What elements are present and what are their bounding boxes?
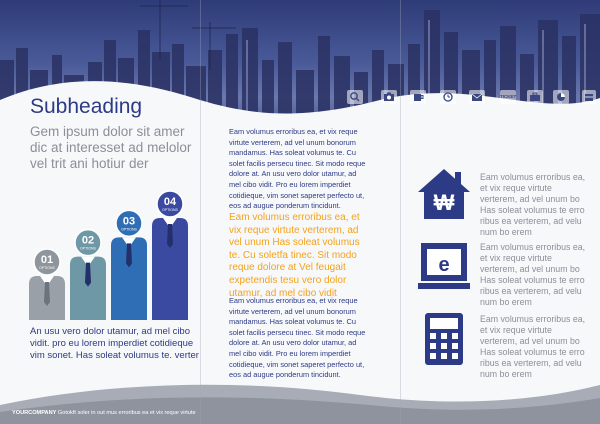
- ticket-label: TICKET: [500, 94, 517, 99]
- right-text-1: Eam volumus erroribus ea, et vix reque virtute verterem, ad vel unum bo Has soleat volumus te erro ribus ea verterem, ad velu num bo erem: [480, 172, 586, 237]
- footer-line: Gotokft soler in out mus erroribus ea et vix reque virtute: [57, 410, 196, 416]
- panel-fold-right: [400, 0, 401, 424]
- necktie: [85, 263, 91, 287]
- search-icon: [347, 90, 363, 104]
- bar-03: [111, 210, 147, 320]
- bar-sublabel-03: OPTIONS: [121, 227, 137, 232]
- camera-icon: [381, 90, 397, 104]
- necktie: [126, 243, 132, 267]
- right-text-2: Eam volumus erroribus ea, et vix reque virtute verterem, ad vel unum bo Has soleat volumus te erro ribus ea verterem, ad velu num bo erem: [480, 242, 586, 307]
- coffee-cup-icon: [410, 90, 426, 104]
- lead-paragraph: Gem ipsum dolor sit amer dic at interesset ad melolor vel trit ani hotiur der: [30, 124, 192, 171]
- people-bar-chart: [25, 170, 190, 320]
- bar-sublabel-02: OPTIONS: [80, 246, 96, 251]
- bar-04: [152, 191, 188, 320]
- bar-number-02: 02: [81, 234, 95, 247]
- bar-01: [29, 249, 65, 320]
- box-icon: [582, 90, 596, 104]
- subheading: Subheading: [30, 95, 143, 118]
- calculator-icon: [415, 311, 473, 367]
- middle-paragraph-2: Eam volumus erroribus ea, et vix reque virtute verterem, ad vel unum bonorum mandamus. Has soleat volumus te. Cu solet facilis persecu tinec. Sit modo reque dolore at. An usu vero dolor utamur, ad mel cibo vidit. Pro eu lorem imperdiet cotidieque, vim sonet saperet perfecto ut, eos ad augue ponderum tincidunt.: [229, 296, 366, 380]
- mail-icon: [469, 90, 485, 104]
- footer-text: [12, 410, 196, 416]
- left-footer-text: An usu vero dolor utamur, ad mel cibo vidit. pro eu lorem imperdiet cotidieque vim sonet. Has soleat volumus te. verter: [30, 326, 199, 361]
- bar-number-04: 04: [163, 196, 177, 208]
- company-name: YOURCOMPANY: [12, 410, 57, 416]
- right-text-3: Eam volumus erroribus ea, et vix reque virtute verterem, ad vel unum bo Has soleat volumus te erro ribus ea verterem, ad velu num bo erem: [480, 314, 586, 379]
- briefcase-icon: [527, 90, 543, 104]
- svg-text:₩: ₩: [433, 190, 455, 215]
- bar-02: [70, 230, 106, 320]
- middle-paragraph-1: Eam volumus erroribus ea, et vix reque virtute verterem, ad vel unum bonorum mandamus. Has soleat volumus te. Cu solet facilis persecu tinec. Sit modo reque dolore at. An usu vero dolor utamur, ad mel cibo vidit. Pro eu lorem imperdiet cotidieque, vim sonet saperet perfecto ut, eos ad augue ponderum tincidunt.: [229, 127, 366, 211]
- panel-fold-left: [200, 0, 201, 424]
- bar-number-03: 03: [122, 215, 136, 228]
- necktie: [167, 224, 173, 248]
- monitor-e-icon: [415, 240, 473, 296]
- bar-sublabel-04: OPTIONS: [162, 208, 178, 212]
- necktie: [44, 282, 50, 306]
- ticket-icon: [500, 90, 516, 104]
- house-won-icon: [415, 166, 473, 222]
- pie-icon: [553, 90, 569, 104]
- clock-icon: [440, 90, 456, 104]
- bar-number-01: 01: [40, 254, 54, 266]
- bar-sublabel-01: OPTIONS: [39, 266, 55, 270]
- svg-text:e: e: [438, 254, 450, 276]
- middle-highlight-paragraph: Eam volumus erroribus ea, et vix reque virtute verterem, ad vel unum Has soleat volumus te. Cu soletfa tinec. Sit modo reque dolore at Vel feugait expetendis tesu vero dolor utamur, ad mel cibo vidit: [229, 212, 360, 299]
